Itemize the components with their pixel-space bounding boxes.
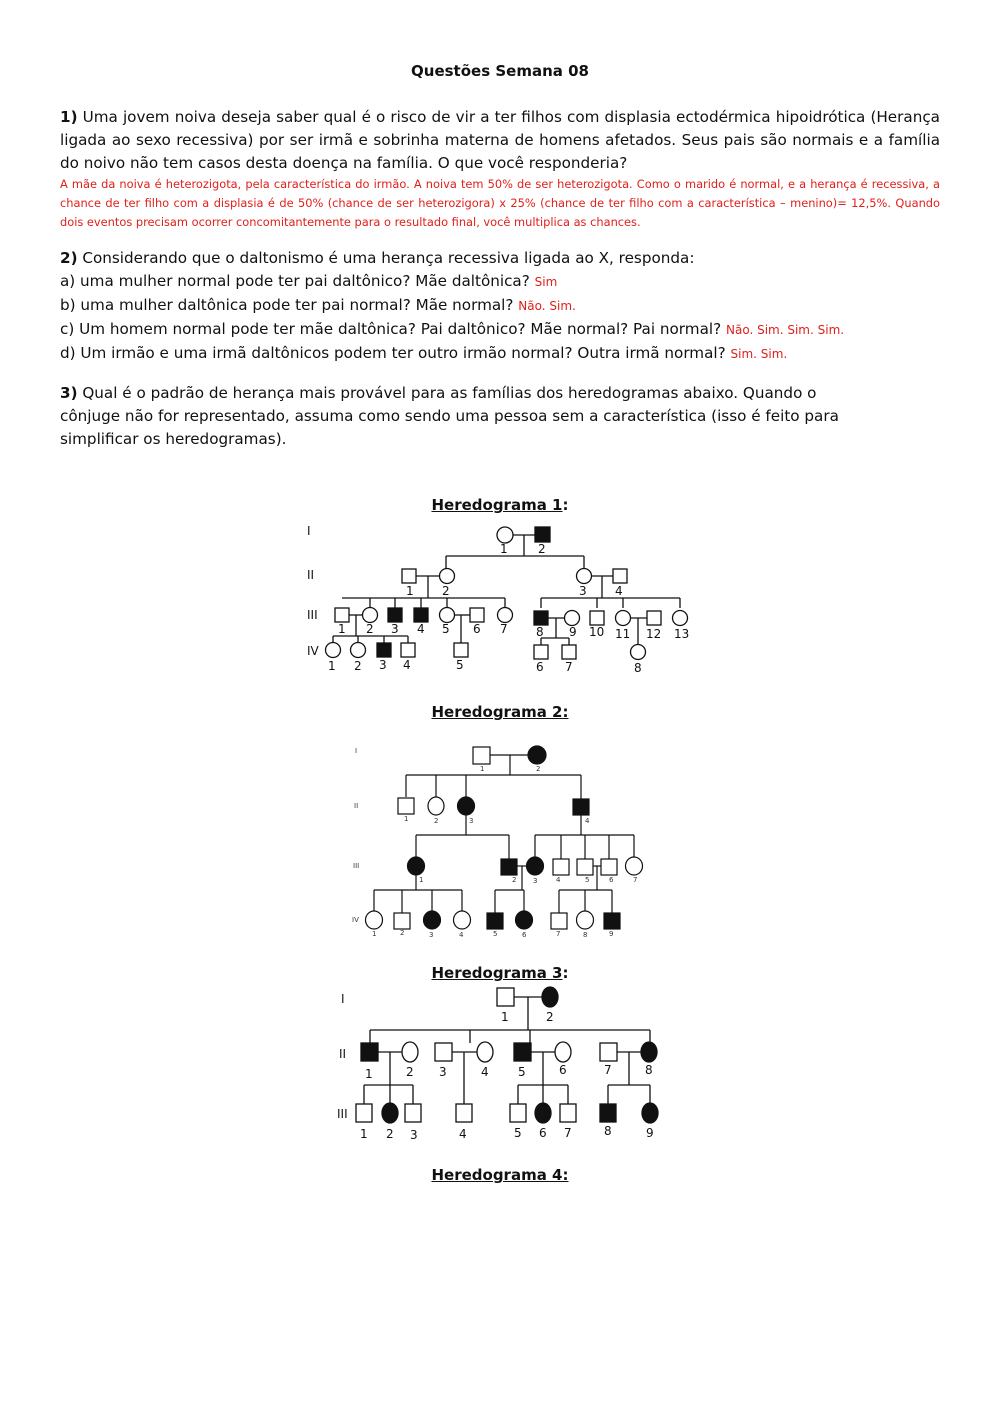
svg-text:2: 2 <box>354 659 362 673</box>
svg-text:I: I <box>341 992 345 1006</box>
svg-text:6: 6 <box>609 876 614 884</box>
svg-text:1: 1 <box>365 1067 373 1081</box>
question-2-item-c: c) Um homem normal pode ter mãe daltônica? Pai daltônico? Mãe normal? Pai normal? Não. Sim. Sim. Sim. <box>60 320 845 338</box>
svg-text:1: 1 <box>328 659 336 673</box>
question-2-answer-c: Não. Sim. Sim. Sim. <box>726 323 845 337</box>
svg-text:IV: IV <box>352 916 359 924</box>
svg-text:4: 4 <box>585 817 590 825</box>
svg-text:5: 5 <box>585 876 590 884</box>
svg-text:5: 5 <box>514 1126 522 1140</box>
question-2-answer-b: Não. Sim. <box>518 299 576 313</box>
svg-text:4: 4 <box>417 622 425 636</box>
svg-text:3: 3 <box>429 931 434 939</box>
svg-text:1: 1 <box>404 815 409 823</box>
svg-text:2: 2 <box>400 929 405 937</box>
svg-text:6: 6 <box>522 931 527 939</box>
svg-text:2: 2 <box>442 584 450 598</box>
svg-text:6: 6 <box>536 660 544 674</box>
question-3-number: 3) <box>60 384 78 402</box>
svg-text:9: 9 <box>609 930 614 938</box>
question-2-answer-a: Sim <box>534 275 558 289</box>
pedigree-3-title: Heredograma 3: <box>431 964 569 982</box>
svg-text:1: 1 <box>372 930 377 938</box>
svg-text:5: 5 <box>493 930 498 938</box>
pedigree-1-title: Heredograma 1: <box>431 496 569 514</box>
svg-text:7: 7 <box>500 622 508 636</box>
svg-text:11: 11 <box>615 627 631 641</box>
svg-text:3: 3 <box>469 817 474 825</box>
question-2-item-d: d) Um irmão e uma irmã daltônicos podem ter outro irmão normal? Outra irmã normal? Sim. Sim. <box>60 344 788 362</box>
svg-text:3: 3 <box>439 1065 447 1079</box>
svg-text:9: 9 <box>569 625 577 639</box>
svg-text:3: 3 <box>410 1128 418 1142</box>
svg-text:4: 4 <box>403 658 411 672</box>
svg-text:2: 2 <box>536 765 541 773</box>
svg-text:I: I <box>307 524 311 538</box>
svg-text:9: 9 <box>646 1126 654 1140</box>
question-1-text: Uma jovem noiva deseja saber qual é o risco de vir a ter filhos com displasia ectodérmica hipoidrótica (Herança ligada ao sexo recessiva) por ser irmã e sobrinha materna de homens afetados. Seus pais são normais e a família do noivo não tem casos desta doença na família. O que você responderia? <box>60 108 940 172</box>
svg-text:4: 4 <box>481 1065 489 1079</box>
svg-text:1: 1 <box>360 1127 368 1141</box>
question-2-answer-d: Sim. Sim. <box>730 347 788 361</box>
svg-text:5: 5 <box>442 622 450 636</box>
svg-text:I: I <box>355 747 358 755</box>
svg-text:1: 1 <box>406 584 414 598</box>
svg-text:2: 2 <box>546 1010 554 1024</box>
svg-text:7: 7 <box>604 1063 612 1077</box>
svg-text:1: 1 <box>500 542 508 556</box>
svg-text:13: 13 <box>674 627 690 641</box>
svg-text:7: 7 <box>556 930 561 938</box>
svg-text:II: II <box>307 568 315 582</box>
svg-text:1: 1 <box>501 1010 509 1024</box>
svg-text:3: 3 <box>391 622 399 636</box>
svg-text:3: 3 <box>533 877 538 885</box>
svg-text:8: 8 <box>604 1124 612 1138</box>
question-2-intro: Considerando que o daltonismo é uma herança recessiva ligada ao X, responda: <box>82 249 695 267</box>
svg-text:4: 4 <box>556 876 561 884</box>
svg-text:6: 6 <box>473 622 481 636</box>
svg-text:7: 7 <box>633 876 638 884</box>
svg-text:5: 5 <box>518 1065 526 1079</box>
svg-text:II: II <box>339 1047 347 1061</box>
svg-text:3: 3 <box>579 584 587 598</box>
svg-text:6: 6 <box>559 1063 567 1077</box>
svg-text:8: 8 <box>645 1063 653 1077</box>
svg-text:2: 2 <box>406 1065 414 1079</box>
question-1-answer: A mãe da noiva é heterozigota, pela característica do irmão. A noiva tem 50% de ser heterozigota. Como o marido é normal, e a herança é recessiva, a chance de ter filho com a displasia é de 50% (chance de ser heterozigora) x 25% (chance de ter filho com a característica – menino)= 12,5%. Quando dois eventos precisam ocorrer concomitantemente para o resultado final, você multiplica as chances. <box>60 177 940 229</box>
svg-text:2: 2 <box>538 542 546 556</box>
svg-text:7: 7 <box>564 1126 572 1140</box>
svg-text:8: 8 <box>634 661 642 675</box>
svg-text:2: 2 <box>512 876 517 884</box>
question-1-number: 1) <box>60 108 78 126</box>
svg-text:12: 12 <box>646 627 662 641</box>
svg-text:IV: IV <box>307 644 319 658</box>
svg-text:7: 7 <box>565 660 573 674</box>
svg-text:III: III <box>353 862 360 870</box>
pedigree-2-title: Heredograma 2: <box>431 703 569 721</box>
svg-text:3: 3 <box>379 658 387 672</box>
svg-text:8: 8 <box>536 625 544 639</box>
svg-text:II: II <box>354 802 359 810</box>
svg-text:1: 1 <box>338 622 346 636</box>
question-2-item-b: b) uma mulher daltônica pode ter pai normal? Mãe normal? Não. Sim. <box>60 296 576 314</box>
svg-text:6: 6 <box>539 1126 547 1140</box>
svg-text:2: 2 <box>386 1127 394 1141</box>
page-title: Questões Semana 08 <box>411 62 589 80</box>
svg-text:III: III <box>337 1107 348 1121</box>
svg-text:4: 4 <box>615 584 623 598</box>
svg-text:4: 4 <box>459 1127 467 1141</box>
svg-text:8: 8 <box>583 931 588 939</box>
question-2-number: 2) <box>60 249 78 267</box>
question-3-text: Qual é o padrão de herança mais provável para as famílias dos heredogramas abaixo. Quando o cônjuge não for representado, assuma como sendo uma pessoa sem a característica (isso é feito para simplificar os heredogramas). <box>60 384 839 448</box>
svg-text:10: 10 <box>589 625 605 639</box>
svg-text:5: 5 <box>456 658 464 672</box>
question-2-item-a: a) uma mulher normal pode ter pai daltônico? Mãe daltônica? Sim <box>60 272 558 290</box>
svg-text:III: III <box>307 608 318 622</box>
svg-text:2: 2 <box>366 622 374 636</box>
svg-text:1: 1 <box>480 765 485 773</box>
svg-text:4: 4 <box>459 931 464 939</box>
svg-text:1: 1 <box>419 876 424 884</box>
pedigree-4-title: Heredograma 4: <box>431 1166 569 1184</box>
svg-text:2: 2 <box>434 817 439 825</box>
